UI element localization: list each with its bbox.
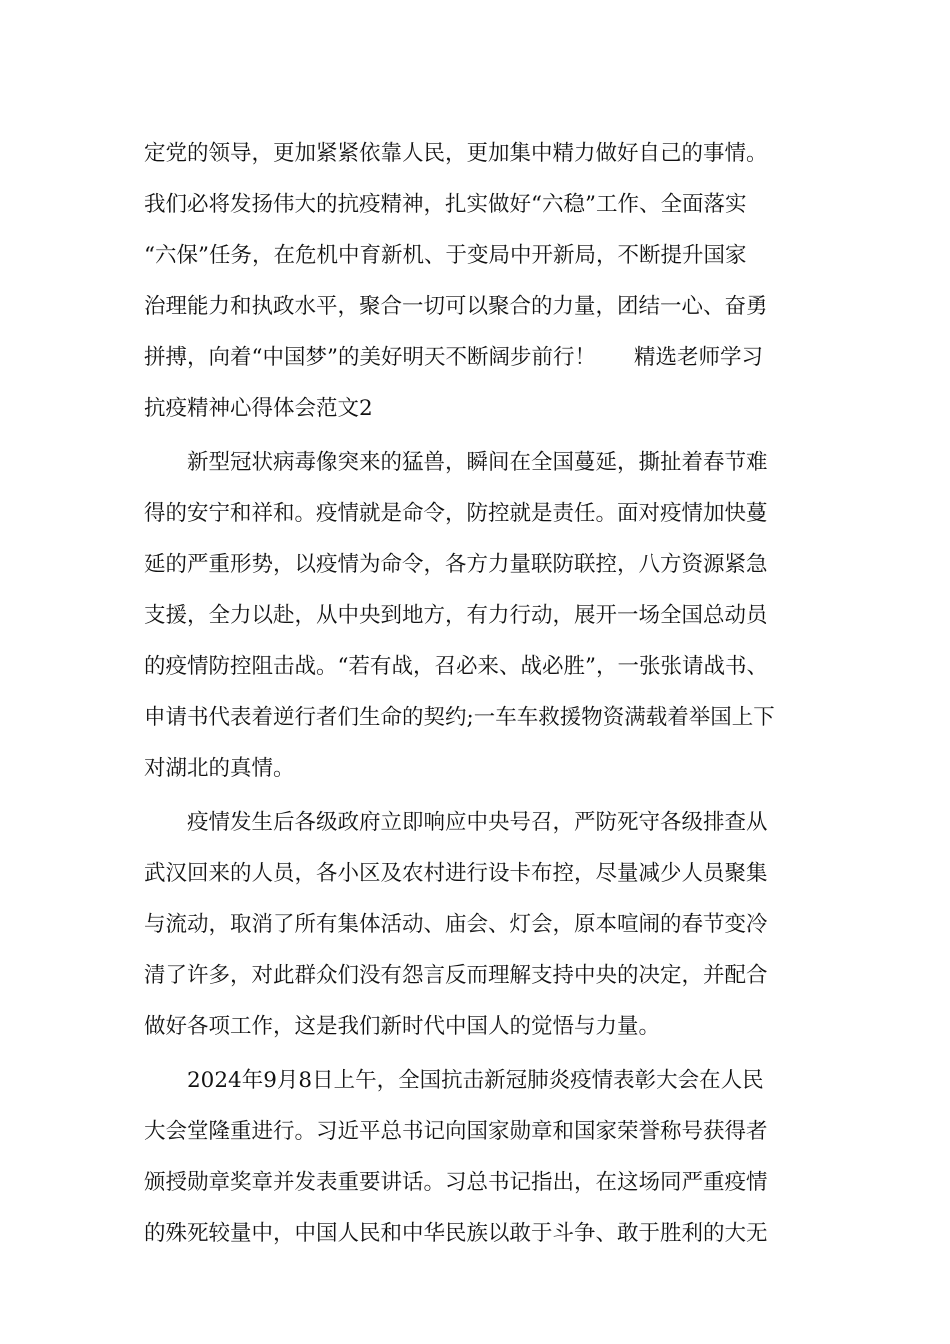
text-line: 申请书代表着逆行者们生命的契约;一车车救援物资满载着举国上下	[144, 705, 775, 730]
text-line: 武汉回来的人员，各小区及农村进行设卡布控，尽量减少人员聚集	[144, 861, 768, 886]
text-line: 的疫情防控阻击战。“若有战，召必来、战必胜”，一张张请战书、	[144, 654, 768, 679]
document-body	[144, 128, 808, 1259]
text-line: 与流动，取消了所有集体活动、庙会、灯会，原本喧闹的春节变冷	[144, 912, 768, 937]
text-line: 清了许多，对此群众们没有怨言反而理解支持中央的决定，并配合	[144, 963, 768, 988]
text-line-with-title	[144, 332, 808, 383]
text-line: 支援，全力以赴，从中央到地方，有力行动，展开一场全国总动员	[144, 603, 768, 628]
text-line: “六保”任务，在危机中育新机、于变局中开新局，不断提升国家	[144, 243, 747, 268]
section-title-end: 抗疫精神心得体会范文2	[144, 396, 373, 421]
paragraph-first-line: 新型冠状病毒像突来的猛兽，瞬间在全国蔓延，撕扯着春节难	[187, 450, 768, 475]
text-line: 颁授勋章奖章并发表重要讲话。习总书记指出，在这场同严重疫情	[144, 1170, 768, 1195]
section-title-start: 精选老师学习	[634, 345, 764, 370]
text-line: 对湖北的真情。	[144, 756, 295, 781]
paragraph-first-line: 疫情发生后各级政府立即响应中央号召，严防死守各级排查从	[187, 810, 768, 835]
text-line: 定党的领导，更加紧紧依靠人民，更加集中精力做好自己的事情。	[144, 141, 768, 166]
text-line: 我们必将发扬伟大的抗疫精神，扎实做好“六稳”工作、全面落实	[144, 192, 747, 217]
paragraph-first-line: 2024年9月8日上午，全国抗击新冠肺炎疫情表彰大会在人民	[187, 1068, 764, 1093]
text-line: 延的严重形势，以疫情为命令，各方力量联防联控，八方资源紧急	[144, 552, 768, 577]
text-line: 得的安宁和祥和。疫情就是命令，防控就是责任。面对疫情加快蔓	[144, 501, 768, 526]
text-line: 治理能力和执政水平，聚合一切可以聚合的力量，团结一心、奋勇	[144, 294, 768, 319]
text-line: 大会堂隆重进行。习近平总书记向国家勋章和国家荣誉称号获得者	[144, 1119, 768, 1144]
text-segment: 拼搏，向着“中国梦”的美好明天不断阔步前行！	[144, 345, 596, 370]
text-line: 的殊死较量中，中国人民和中华民族以敢于斗争、敢于胜利的大无	[144, 1221, 768, 1246]
text-line: 做好各项工作，这是我们新时代中国人的觉悟与力量。	[144, 1014, 661, 1039]
